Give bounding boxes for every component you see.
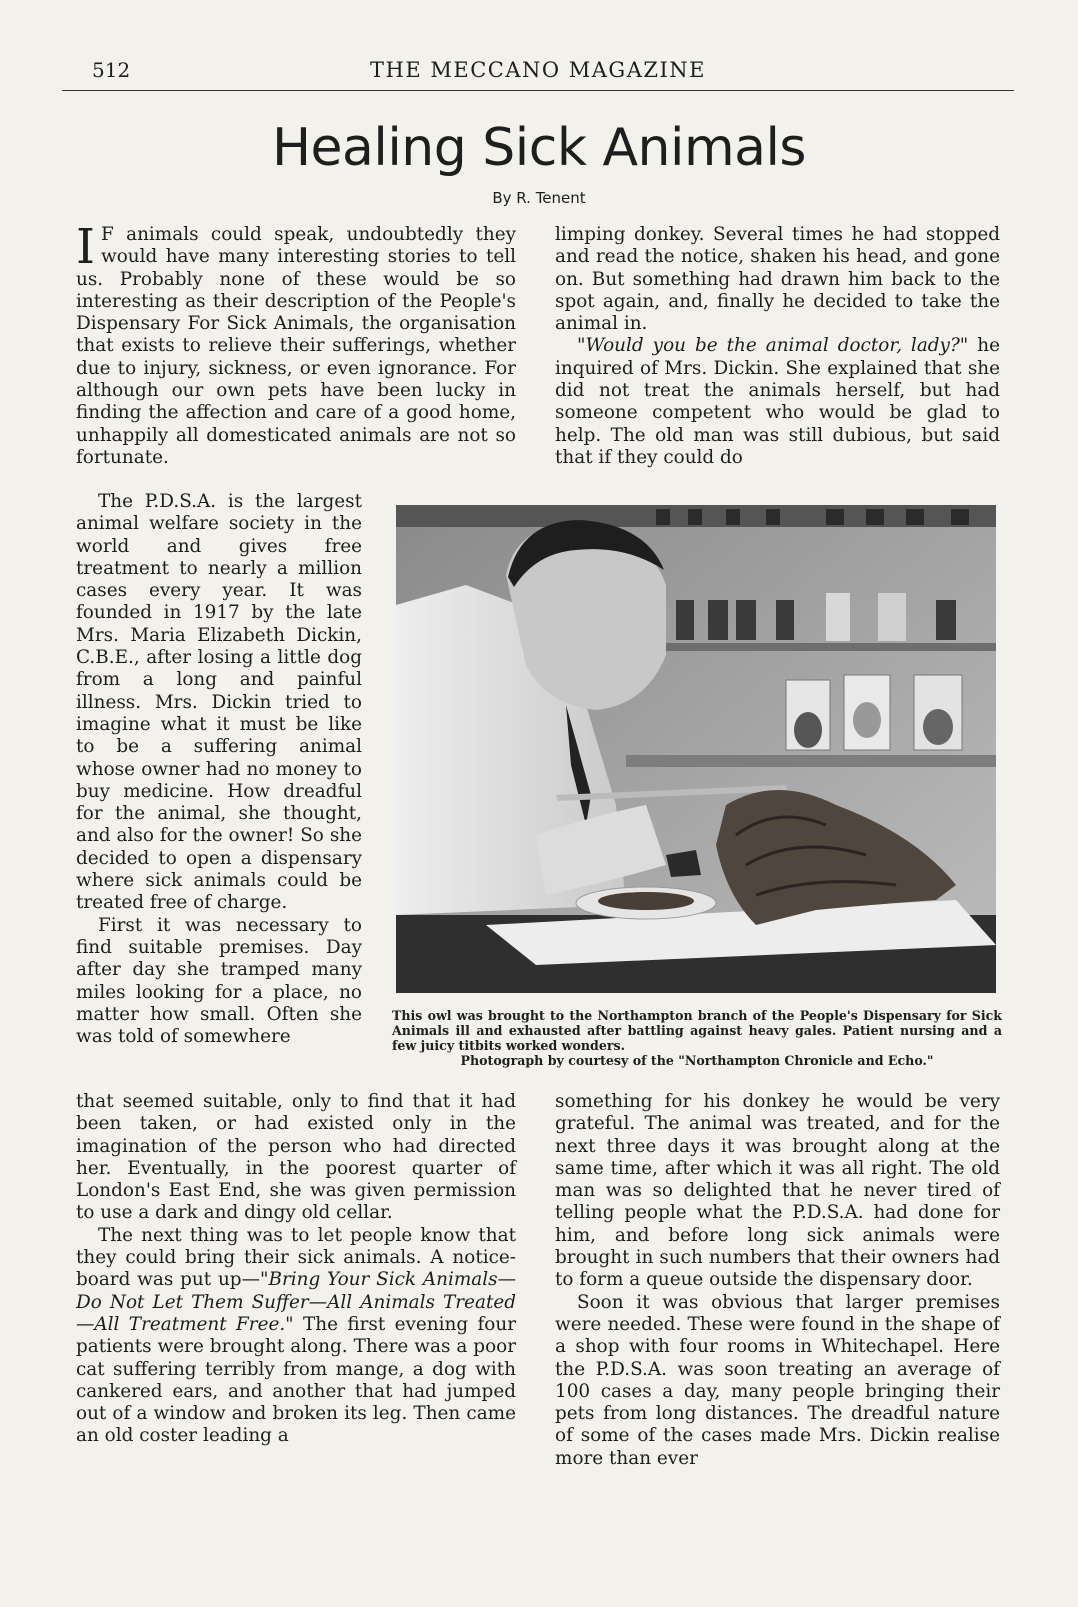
column-bottom-left (76, 1091, 516, 1448)
paragraph: The P.D.S.A. is the largest animal welfare society in the world and gives free treatment to nearly a million cases every year. It was founded in 1917 by the late Mrs. Maria Elizabeth Dickin, C.B.E., after losing a little dog from a long and painful illness. Mrs. Dickin tried to imagine what it must be like to be a suffering animal whose owner had no money to buy medicine. How dreadful for the animal, she thought, and also for the owner! So she decided to open a dispensary where sick animals could be treated free of charge. (76, 491, 362, 914)
notice-board-text: "Bring Your Sick Animals—Do Not Let Them Suffer—All Animals Treated—All Treatment Free." (76, 1269, 516, 1335)
paragraph-text: he inquired of Mrs. Dickin. She explained that she did not treat the animals herself, but had someone competent who would be glad to help. The old man was still dubious, but said that if they could do (555, 335, 1000, 468)
paragraph (76, 1225, 516, 1448)
magazine-title: THE MECCANO MAGAZINE (370, 58, 706, 82)
column-narrow-left (76, 491, 362, 1048)
photo-illustration (396, 505, 996, 993)
paragraph: something for his donkey he would be very grateful. The animal was treated, and for the next three days it was brought along at the same time, after which it was all right. The old man was so delighted that he never tired of telling people what the P.D.S.A. had done for him, and before long sick animals were brought in such numbers that their owners had to form a queue outside the dispensary door. (555, 1091, 1000, 1291)
paragraph: Soon it was obvious that larger premises were needed. These were found in the shape of a shop with four rooms in Whitechapel. Here the P.D.S.A. was soon treating an average of 100 cases a day, many people bringing their pets from long distances. The dreadful nature of some of the cases made Mrs. Dickin realise more than ever (555, 1291, 1000, 1469)
paragraph: limping donkey. Several times he had stopped and read the notice, shaken his head, and gone on. But something had drawn him back to the spot again, and, finally he decided to take the animal in. (555, 224, 1000, 335)
column-top-right (555, 224, 1000, 469)
owl-photograph (396, 505, 996, 993)
quote: "Would you be the animal doctor, lady?" (577, 335, 969, 357)
paragraph: First it was necessary to find suitable premises. Day after day she tramped many miles looking for a place, no matter how small. Often she was told of somewhere (76, 914, 362, 1048)
drop-cap: I (76, 219, 95, 275)
paragraph-text: The next thing was to let people know that they could bring their sick animals. A notice-board was put up— (76, 1224, 516, 1291)
column-bottom-right (555, 1091, 1000, 1470)
photo-credit: Photograph by courtesy of the "Northampton Chronicle and Echo." (460, 1053, 934, 1068)
page-number: 512 (92, 58, 131, 82)
paragraph-text: The first evening four patients were brought along. There was a poor cat suffering terribly from mange, a dog with cankered ears, and another that had jumped out of a window and broken its leg. Then came an old coster leading a (76, 1313, 516, 1447)
byline: By R. Tenent (492, 189, 586, 207)
paragraph: that seemed suitable, only to find that it had been taken, or had existed only in the imagination of the person who had directed her. Eventually, in the poorest quarter of London's East End, she was given permission to use a dark and dingy old cellar. (76, 1091, 516, 1224)
intro-paragraph: F animals could speak, undoubtedly they would have many interesting stories to tell us. Probably none of these would be so interesting as their description of the People's Dispensary For Sick Animals, the organisation that exists to relieve their sufferings, whether due to injury, sickness, or even ignorance. For although our own pets have been lucky in finding the affection and care of a good home, unhappily all domesticated animals are not so fortunate. (76, 224, 516, 468)
caption-text: This owl was brought to the Northampton branch of the People's Dispensary for Sick Animals ill and exhausted after battling against heavy gales. Patient nursing and a few juicy titbits worked wonders. (392, 1008, 1002, 1053)
column-top-left (76, 219, 516, 469)
photo-caption (392, 1008, 1002, 1068)
article-title: Healing Sick Animals (271, 118, 807, 178)
paragraph (555, 335, 1000, 469)
running-head (62, 56, 1014, 91)
